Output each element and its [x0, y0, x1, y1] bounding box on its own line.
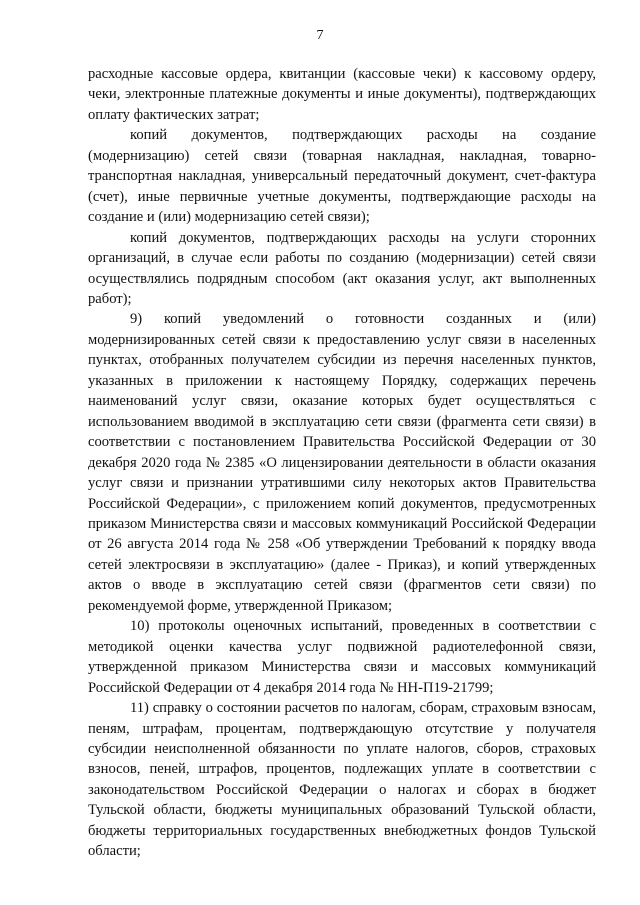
paragraph-payment-documents: расходные кассовые ордера, квитанции (кассовые чеки) к кассовому ордеру, чеки, электронные платежные документы и иные документы), подтверждающих оплату фактических затрат; [88, 66, 596, 123]
paragraph-network-creation-expenses: копий документов, подтверждающих расходы на создание (модернизацию) сетей связи (товарная накладная, накладная, товарно-транспортная накладная, универсальный передаточный документ, счет-фактура (счет), иные первичные учетные документы, подтверждающие расходы на создание и (или) модернизацию сетей связи); [88, 127, 596, 226]
paragraph-third-party-services: копий документов, подтверждающих расходы на услуги сторонних организаций, в случае если работы по созданию (модернизации) сетей связи осуществлялись подрядным способом (акт оказания услуг, акт выполненных работ); [88, 229, 596, 307]
paragraph-item-11-tax-certificate: 11) справку о состоянии расчетов по налогам, сборам, страховым взносам, пеням, штрафам, процентам, подтверждающую отсутствие у получателя субсидии неисполненной обязанности по уплате налогов, сборов, страховых взносов, пеней, штрафов, процентов, подлежащих уплате в соответствии с законодательством Российской Федерации о налогах и сборах в бюджет Тульской области, бюджеты муниципальных образований Тульской области, бюджеты территориальных государственных внебюджетных фондов Тульской области; [88, 700, 596, 860]
document-body [88, 64, 596, 862]
paragraph-item-10-test-protocols: 10) протоколы оценочных испытаний, проведенных в соответствии с методикой оценки качества услуг подвижной радиотелефонной связи, утвержденной приказом Министерства связи и массовых коммуникаций Российской Федерации от 4 декабря 2014 года № НН-П19-21799; [88, 618, 596, 696]
paragraph-item-9-readiness-notices: 9) копий уведомлений о готовности созданных и (или) модернизированных сетей связи к предоставлению услуг связи в населенных пунктах, отобранных получателем субсидии из перечня населенных пунктов, указанных в приложении к настоящему Порядку, содержащих перечень наименований услуг связи, оказание которых будет осуществляться с использованием вводимой в эксплуатацию сети связи (фрагмента сети связи) в соответствии с постановлением Правительства Российской Федерации от 30 декабря 2020 года № 2385 «О лицензировании деятельности в области оказания услуг связи и признании утратившими силу некоторых актов Правительства Российской Федерации», с приложением копий документов, предусмотренных приказом Министерства связи и массовых коммуникаций Российской Федерации от 26 августа 2014 года № 258 «Об утверждении Требований к порядку ввода сетей электросвязи в эксплуатацию» (далее - Приказ), и копий утвержденных актов о вводе в эксплуатацию сетей связи (фрагментов сети связи) по рекомендуемой форме, утвержденной Приказом; [88, 311, 596, 614]
page-number: 7 [316, 28, 324, 43]
